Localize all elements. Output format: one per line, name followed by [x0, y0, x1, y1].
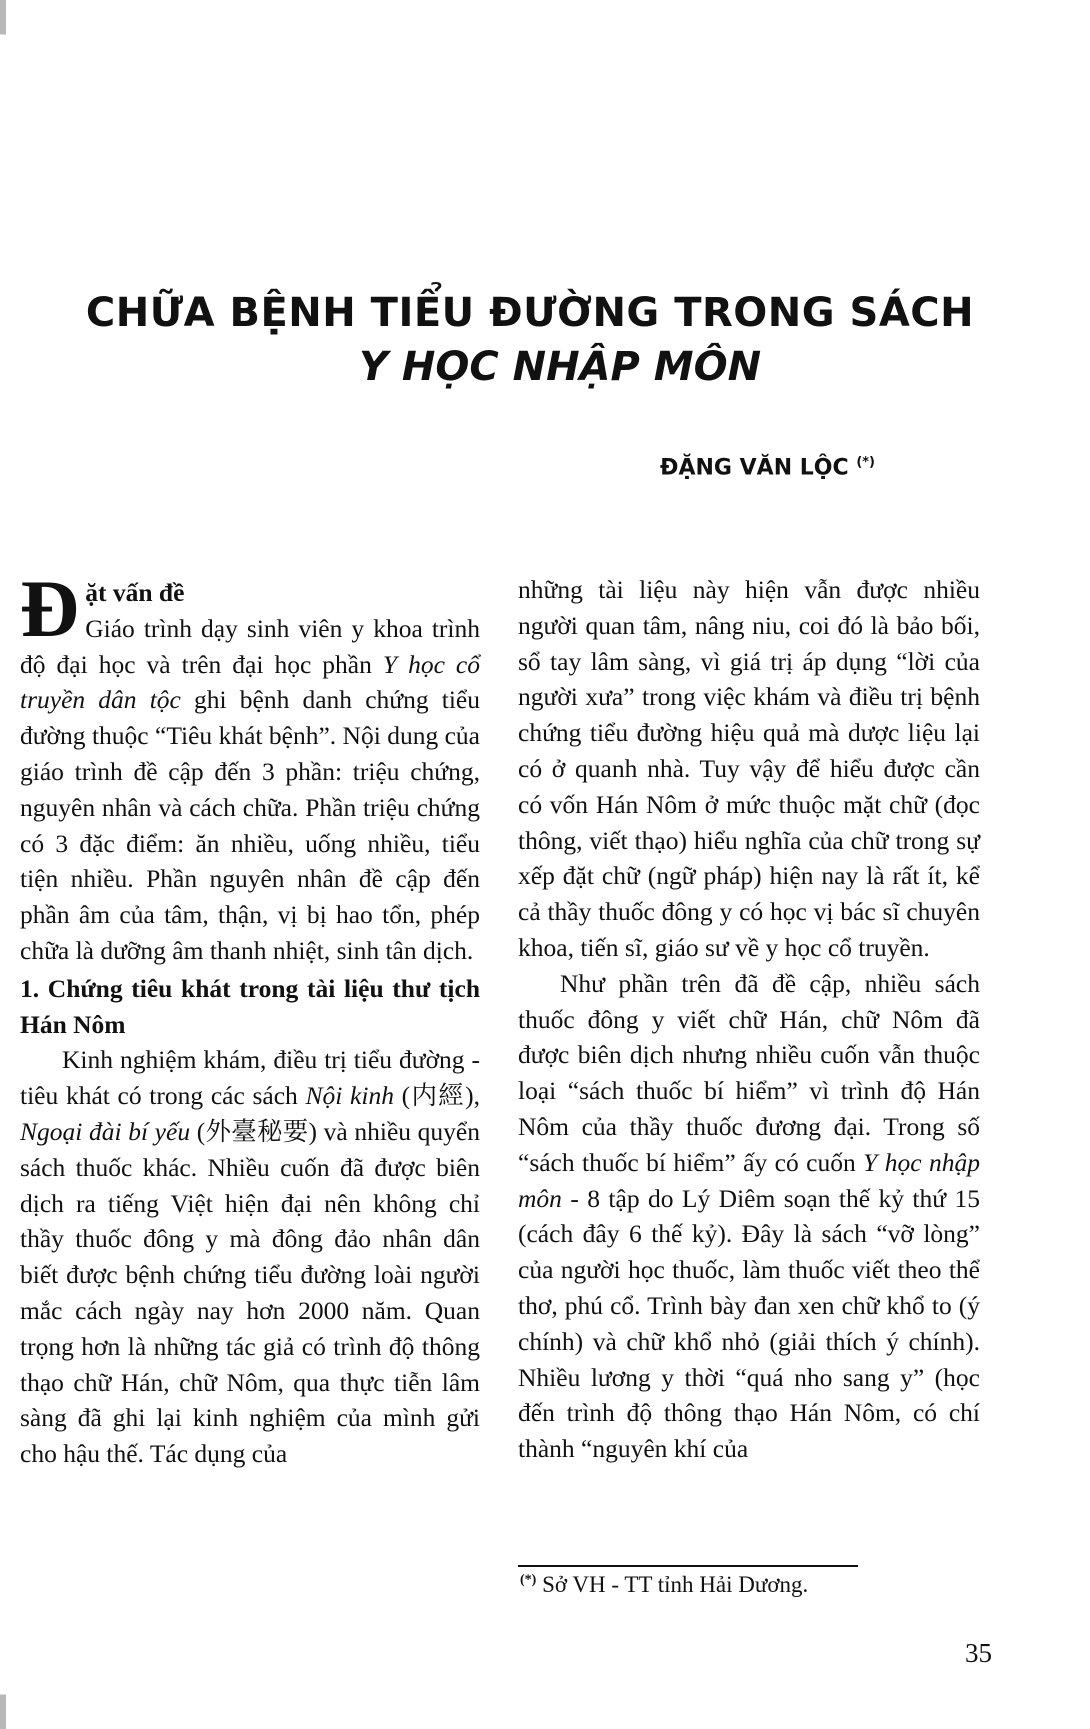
author-name: ĐẶNG VĂN LỘC: [660, 455, 849, 481]
intro-text-italic: Y học cổ truyền dân tộc: [20, 649, 480, 715]
article-title: [0, 290, 1090, 390]
footnote-divider: [518, 1565, 858, 1567]
footnote-text: Sở VH - TT tỉnh Hải Dương.: [536, 1572, 809, 1597]
scan-edge: [0, 0, 6, 1729]
s1-italic-1: Nội kinh: [305, 1081, 394, 1111]
s1-italic-2: Ngoại đài bí yếu: [20, 1116, 191, 1146]
title-line-1: CHỮA BỆNH TIỂU ĐƯỜNG TRONG SÁCH: [85, 290, 975, 336]
r2-italic: Y học nhập môn: [518, 1147, 980, 1213]
s1-text-c: (外臺秘要) và nhiều quyển sách thuốc khác. Nhiều cuốn đã được biên dịch ra tiếng Việt hiện đại nên không chỉ thầy thuốc đông y mà đông đảo nhân dân biết được bệnh chứng tiểu đường loài người mắc cách ngày nay hơn 2000 năm. Quan trọng hơn là những tác giả có trình độ thông thạo chữ Hán, chữ Nôm, qua thực tiễn lâm sàng đã ghi lại kinh nghiệm của mình gửi cho hậu thế. Tác dụng của: [20, 1116, 480, 1469]
drop-cap: Đ: [20, 563, 80, 654]
page-number: 35: [965, 1638, 992, 1668]
left-column: [20, 563, 481, 1472]
intro-heading: ặt vấn đề: [85, 578, 185, 607]
intro-paragraph: [20, 563, 480, 969]
r2-text-b: - 8 tập do Lý Diêm soạn thế kỷ thứ 15 (cách đây 6 thế kỷ). Đây là sách “vỡ lòng” của người học thuốc, làm thuốc viết theo thể thơ, phú cổ. Trình bày đan xen chữ khổ to (ý chính) và chữ khổ nhỏ (giải thích ý chính). Nhiều lương y thời “quá nho sang y” (học đến trình độ thông thạo Hán Nôm, có chí thành “nguyên khí của: [518, 1183, 980, 1464]
s1-text-b: (内經),: [393, 1081, 481, 1111]
footnote-mark: (*): [520, 1572, 537, 1588]
section-1-heading: 1. Chứng tiêu khát trong tài liệu thư tịch Hán Nôm: [20, 973, 480, 1039]
author-footnote-mark: (*): [856, 455, 875, 470]
intro-text-b: ghi bệnh danh chứng tiểu đường thuộc “Tiêu khát bệnh”. Nội dung của giáo trình đề cập đến 3 phần: triệu chứng, nguyên nhân và cách chữa. Phần triệu chứng có 3 đặc điểm: ăn nhiều, uống nhiều, tiểu tiện nhiều. Phần nguyên nhân đề cập đến phần âm của tâm, thận, vị bị hao tổn, phép chữa là dưỡng âm thanh nhiệt, sinh tân dịch.: [20, 685, 480, 965]
footnote: [520, 1572, 808, 1598]
right-column: [518, 572, 980, 1467]
s1-text-a: Kinh nghiệm khám, điều trị tiểu đường - tiêu khát có trong các sách: [20, 1045, 480, 1111]
right-paragraph-1: những tài liệu này hiện vẫn được nhiều người quan tâm, nâng niu, coi đó là bảo bối, sổ tay lâm sàng, vì giá trị áp dụng “lời của người xưa” trong việc khám và điều trị bệnh chứng tiểu đường hiệu quả mà dược liệu lại có ở quanh nhà. Tuy vậy để hiểu được cần có vốn Hán Nôm ở mức thuộc mặt chữ (đọc thông, viết thạo) hiểu nghĩa của chữ trong sự xếp đặt chữ (ngữ pháp) hiện nay là rất ít, kể cả thầy thuốc đông y có học vị bác sĩ chuyên khoa, tiến sĩ, giáo sư về y học cổ truyền.: [518, 575, 980, 962]
title-line-2: Y HỌC NHẬP MÔN: [358, 344, 762, 390]
r2-text-a: Như phần trên đã đề cập, nhiều sách thuốc đông y viết chữ Hán, chữ Nôm đã được biên dịch nhưng nhiều cuốn vẫn thuộc loại “sách thuốc bí hiểm” vì trình độ Hán Nôm của thầy thuốc đương đại. Trong số “sách thuốc bí hiểm” ấy có cuốn: [518, 968, 980, 1177]
right-paragraph-2: [518, 966, 980, 1467]
intro-text-a: Giáo trình dạy sinh viên y khoa trình độ đại học và trên đại học phần: [20, 613, 480, 679]
section-1-paragraph: [20, 1042, 480, 1472]
author-byline: [660, 455, 875, 480]
